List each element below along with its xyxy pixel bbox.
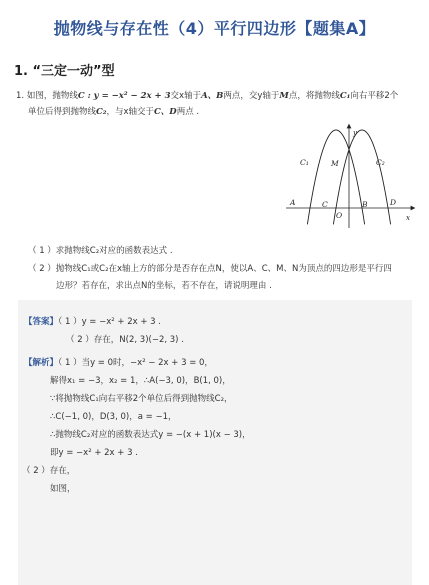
math-expr: M bbox=[279, 91, 289, 101]
o-label: O bbox=[336, 211, 343, 220]
math-expr: C : y = −x² − 2x + 3 bbox=[77, 91, 171, 101]
problem-text: 两点 . bbox=[176, 107, 200, 117]
b-label: B bbox=[362, 200, 368, 209]
x-axis-label: x bbox=[406, 214, 410, 222]
page-title: 抛物线与存在性（4）平行四边形【题集A】 bbox=[53, 19, 376, 38]
subquestion-1: （ 1 ）求抛物线C₂对应的函数表达式 . bbox=[28, 246, 173, 256]
c-label: C bbox=[322, 200, 328, 209]
math-expr: C₂ bbox=[96, 107, 107, 117]
answer-line-1 bbox=[24, 315, 161, 327]
analysis-line-8: 如图， bbox=[50, 484, 76, 494]
analysis-line-7: （ 2 ）存在， bbox=[22, 466, 76, 476]
problem-text: 向右平移2个 bbox=[350, 91, 399, 101]
problem-text: ，与x轴交于 bbox=[106, 107, 155, 117]
problem-text: 如图，抛物线 bbox=[26, 91, 78, 101]
analysis-line-6: 即y = −x² + 2x + 3 . bbox=[50, 448, 138, 458]
analysis-line-3: ∵将抛物线C₁向右平移2个单位后得到抛物线C₂， bbox=[50, 394, 233, 404]
math-expr: C、D bbox=[154, 107, 177, 117]
c2-label: C₂ bbox=[376, 158, 385, 167]
problem-text: 交x轴于 bbox=[170, 91, 202, 101]
subquestion-2-line-1: （ 2 ）抛物线C₁或C₂在x轴上方的部分是否存在点N，使以A、C、M、N为顶点的四边形是平行四 bbox=[28, 264, 392, 274]
problem-line-1 bbox=[16, 90, 398, 102]
problem-text: 单位后得到抛物线 bbox=[28, 107, 97, 117]
analysis-line-5: ∴抛物线C₂对应的函数表达式y = −(x + 1)(x − 3)， bbox=[50, 430, 251, 440]
math-expr: A、B bbox=[201, 91, 224, 101]
problem-line-2 bbox=[28, 106, 199, 118]
section-heading: 1. “三定一动”型 bbox=[14, 64, 115, 79]
answer-text: （ 1 ）y = −x² + 2x + 3 . bbox=[58, 317, 161, 327]
problem-text: 两点，交y轴于 bbox=[223, 91, 280, 101]
d-label: D bbox=[390, 198, 397, 207]
analysis-text: （ 1 ）当y = 0时，−x² − 2x + 3 = 0， bbox=[58, 358, 213, 368]
problem-text: 点，将抛物线 bbox=[288, 91, 340, 101]
problem-number: 1. bbox=[16, 91, 25, 101]
analysis-line-1 bbox=[24, 356, 213, 368]
answer-line-2: （ 2 ）存在，N(2, 3)(−2, 3) . bbox=[66, 335, 184, 345]
analysis-tag: 【解析】 bbox=[24, 358, 59, 368]
y-axis-label: y bbox=[353, 129, 357, 137]
parabola-graph bbox=[284, 122, 418, 230]
analysis-line-2: 解得x₁ = −3，x₂ = 1，∴A(−3, 0)，B(1, 0)， bbox=[50, 376, 231, 386]
c1-label: C₁ bbox=[300, 158, 309, 167]
answer-panel bbox=[18, 300, 412, 585]
m-label: M bbox=[331, 159, 339, 168]
analysis-line-4: ∴C(−1, 0)，D(3, 0)，a = −1， bbox=[50, 412, 177, 422]
answer-tag: 【答案】 bbox=[24, 317, 59, 327]
a-label: A bbox=[290, 198, 296, 207]
math-expr: C₁ bbox=[339, 91, 351, 101]
subquestion-2-line-2: 边形？若存在，求出点N的坐标，若不存在，请说明理由 . bbox=[56, 281, 272, 291]
